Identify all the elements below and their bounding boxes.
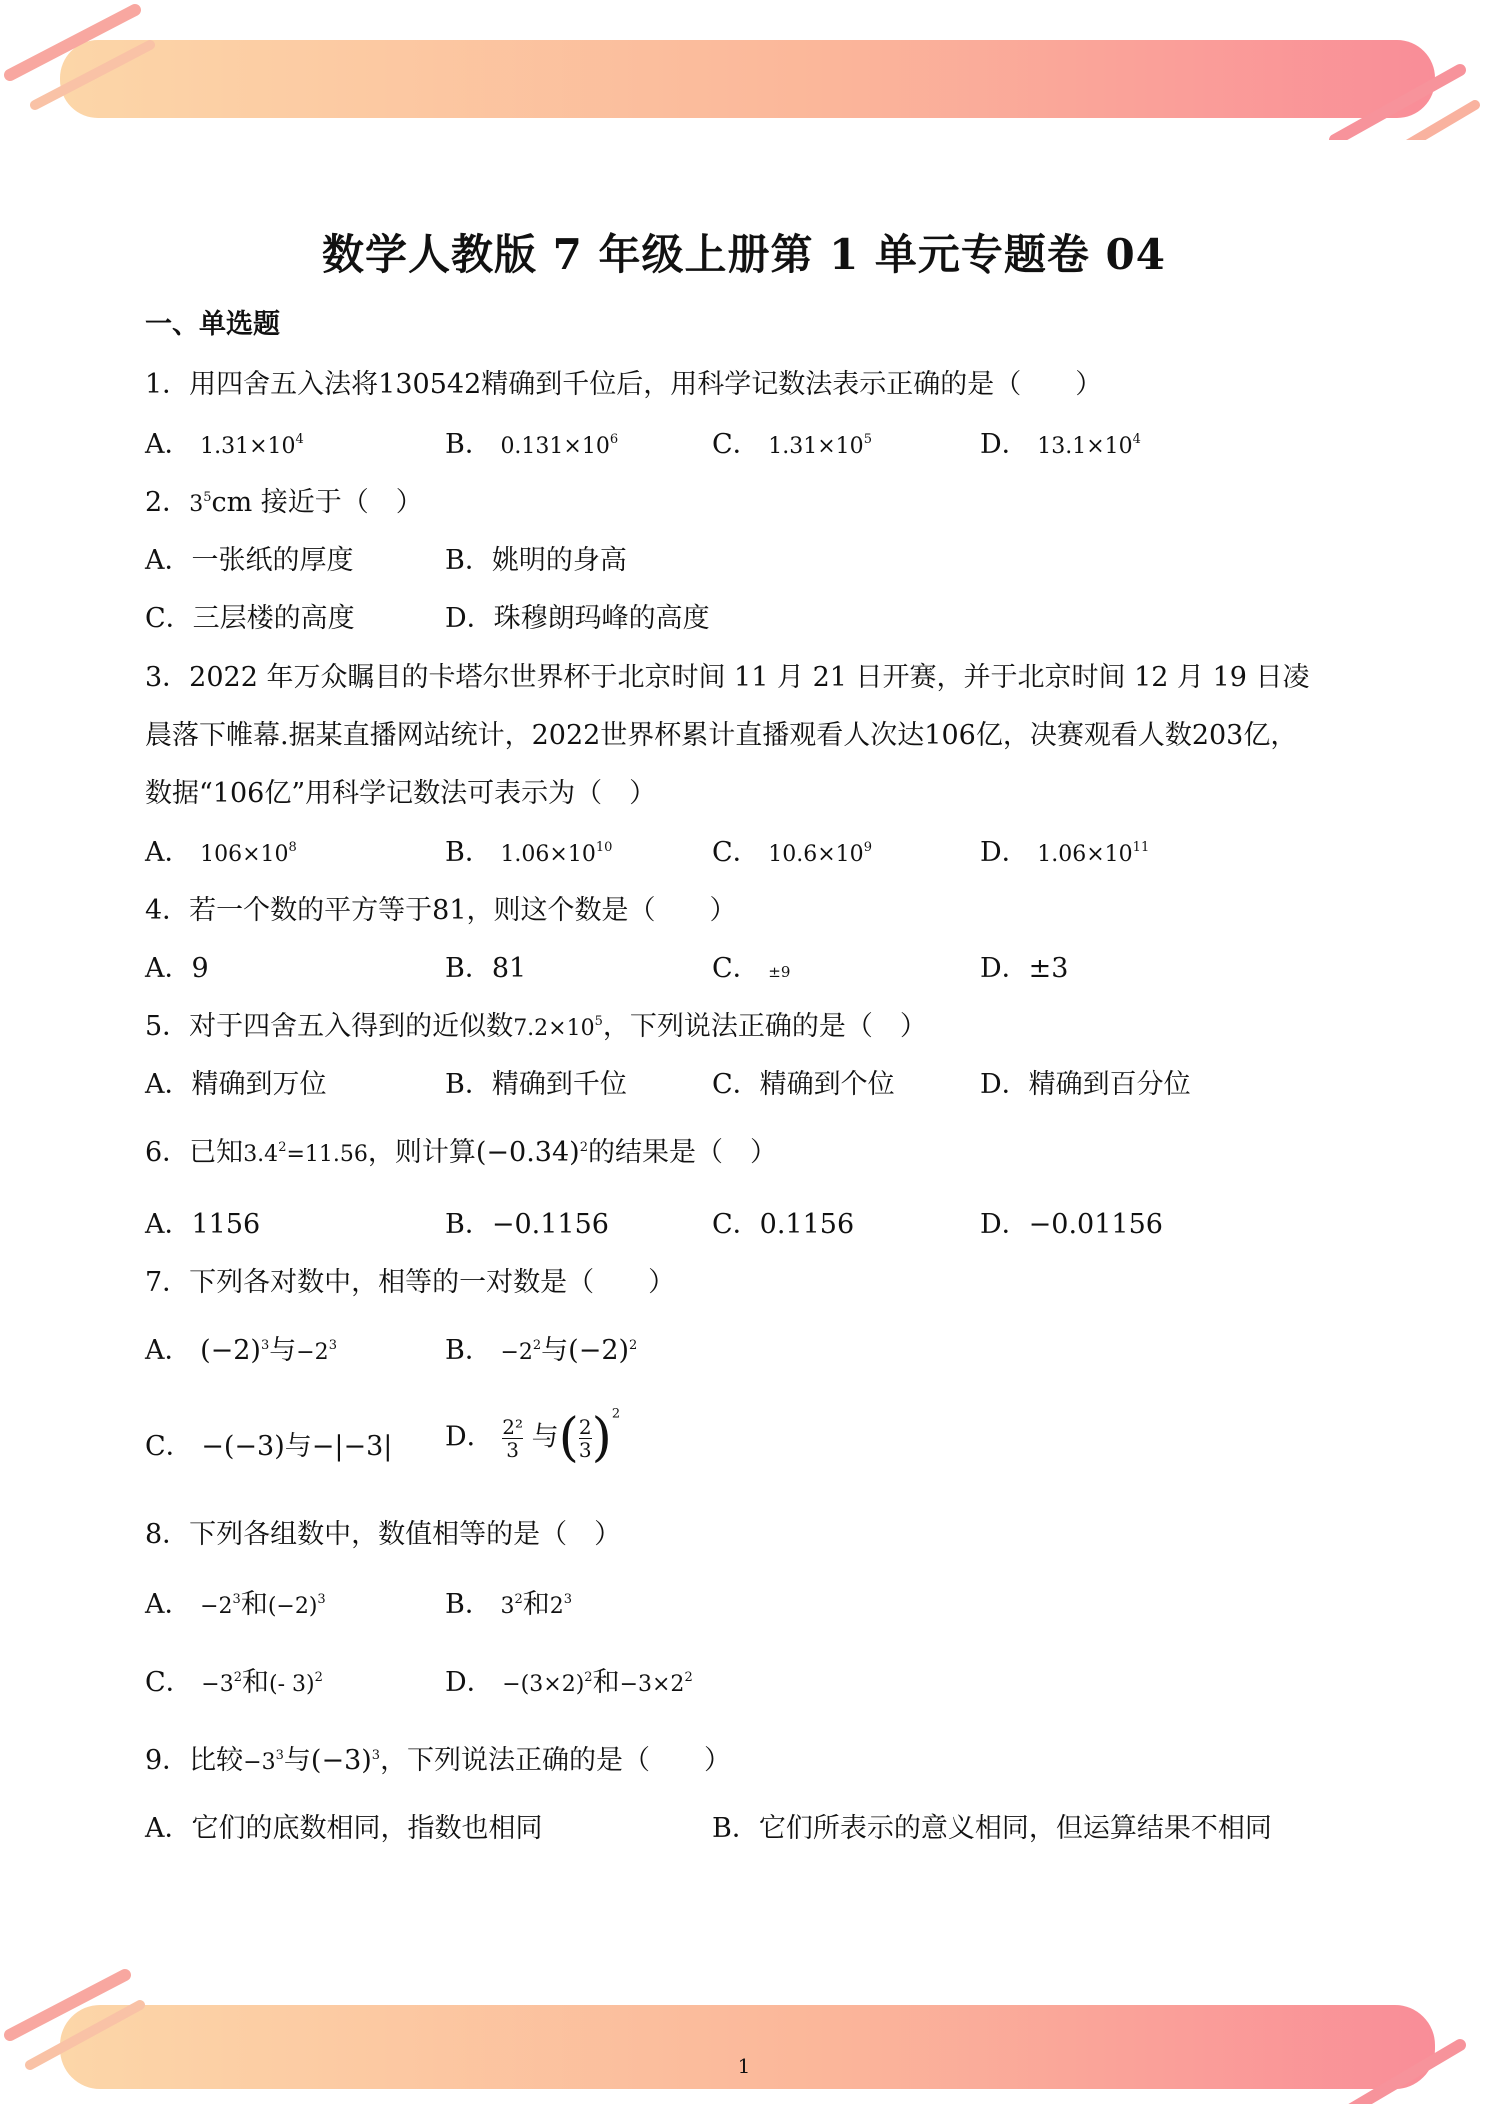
q9-option-b: B．它们所表示的意义相同，但运算结果不相同	[712, 1813, 1272, 1844]
fraction-2-over-3: $\frac{2}{3}$	[578, 1414, 592, 1462]
q4-option-c: C． ±9	[712, 953, 791, 984]
page-number: 1	[737, 2054, 751, 2078]
q6-option-c: C．0.1156	[712, 1209, 855, 1240]
q8-option-b: B． $3^2$和$2^3$	[445, 1589, 572, 1620]
q4-option-d: D．±3	[980, 953, 1069, 984]
q8-option-c: C． $-3^2$和(- 3)$^2$	[145, 1667, 323, 1698]
question-7-stem: 7．下列各对数中，相等的一对数是（ ）	[145, 1267, 676, 1298]
q1-option-d: D． $13.1\times 10^4$	[980, 429, 1141, 460]
question-8-stem: 8．下列各组数中，数值相等的是（ ）	[145, 1519, 622, 1550]
fraction-2sq-over-3: $\frac{\text{2²}}{3}$	[502, 1414, 523, 1462]
q1-option-b: B． $0.131\times 10^6$	[445, 429, 619, 460]
question-2-stem: 2．$3^5cm$ 接近于（ ）	[145, 487, 423, 518]
q5-option-a: A．精确到万位	[145, 1069, 327, 1100]
q6-option-a: A．1156	[145, 1209, 261, 1240]
q3-option-b: B． $1.06\times 10^{10}$	[445, 837, 613, 868]
top-decorative-banner	[0, 0, 1488, 140]
question-3-line-3: 数据“106亿”用科学记数法可表示为（ ）	[145, 778, 657, 809]
q4-option-a: A．9	[145, 953, 209, 984]
q6-option-b: B．−0.1156	[445, 1209, 609, 1240]
q5-option-d: D．精确到百分位	[980, 1069, 1191, 1100]
q1-option-c: C． $1.31\times 10^5$	[712, 429, 872, 460]
question-9-stem: 9．比较$-3^3$与$(-3)^3$，下列说法正确的是（ ）	[145, 1745, 732, 1776]
question-6-stem: 6．已知$3.4^2=11.56$，则计算$(-0.34)^2$的结果是（ ）	[145, 1137, 777, 1168]
question-4-stem: 4．若一个数的平方等于81，则这个数是（ ）	[145, 895, 737, 926]
page-title: 数学人教版 7 年级上册第 1 单元专题卷 04	[321, 230, 1166, 279]
question-3-line-2: 晨落下帷幕.据某直播网站统计，2022世界杯累计直播观看人次达106亿，决赛观看人数203亿，	[145, 720, 1298, 751]
bottom-decorative-banner	[0, 1960, 1488, 2104]
section-heading: 一、单选题	[145, 309, 280, 340]
q1-option-a: A． $1.31\times 10^4$	[145, 429, 304, 460]
q3-option-c: C． $10.6\times 10^9$	[712, 837, 872, 868]
question-5-stem: 5．对于四舍五入得到的近似数$7.2\times 10^5$，下列说法正确的是（ ）	[145, 1011, 927, 1042]
question-1-stem: 1．用四舍五入法将130542精确到千位后，用科学记数法表示正确的是（ ）	[145, 369, 1103, 400]
question-3-line-1: 3．2022 年万众瞩目的卡塔尔世界杯于北京时间 11 月 21 日开赛，并于北京时间 12 月 19 日凌	[145, 662, 1310, 693]
q4-option-b: B．81	[445, 953, 527, 984]
q6-option-d: D．−0.01156	[980, 1209, 1163, 1240]
q2-option-a: A．一张纸的厚度	[145, 545, 354, 576]
q7-option-d: D． $\frac{\text{2²}}{3}$ 与( $\frac{2}{3}$ )$^2$	[445, 1406, 621, 1468]
q2-option-c: C．三层楼的高度	[145, 603, 355, 634]
q8-option-a: A． $-2^3$和$(-2)^3$	[145, 1589, 326, 1620]
q5-option-b: B．精确到千位	[445, 1069, 627, 1100]
q2-option-d: D．珠穆朗玛峰的高度	[445, 603, 710, 634]
q3-option-a: A． $106\times 10^8$	[145, 837, 297, 868]
q8-option-d: D． $-(3\times 2)^2$和$-3\times 2^2$	[445, 1667, 693, 1698]
q7-option-a: A． $(-2)^3$与$-2^3$	[145, 1335, 337, 1366]
q3-option-d: D． $1.06\times 10^{11}$	[980, 837, 1150, 868]
q2-option-b: B．姚明的身高	[445, 545, 627, 576]
q5-option-c: C．精确到个位	[712, 1069, 895, 1100]
q9-option-a: A．它们的底数相同，指数也相同	[145, 1813, 543, 1844]
q7-option-c: C． −(−3)与−|−3|	[145, 1431, 393, 1462]
q7-option-b: B． $-2^2$与$(-2)^2$	[445, 1335, 638, 1366]
